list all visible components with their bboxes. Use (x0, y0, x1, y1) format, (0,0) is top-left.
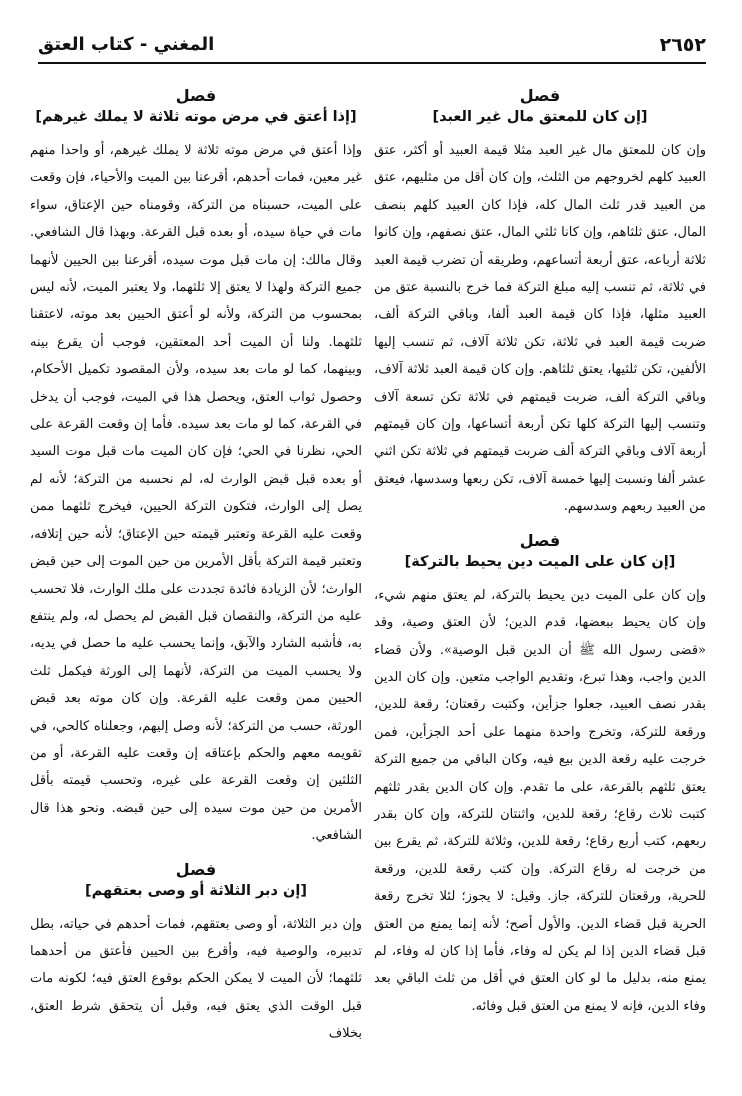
section-title: [إن كان للمعتق مال غير العبد] (432, 109, 648, 125)
page-number: ٢٦٥٢ (659, 34, 706, 56)
section-title: [إذا أعتق في مرض موته ثلاثة لا يملك غيرهم] (35, 109, 357, 125)
section-heading: فصل (175, 859, 217, 879)
section-title: [إن كان على الميت دين يحيط بالتركة] (404, 553, 676, 570)
left-column (30, 80, 362, 1080)
section-title: [إن دبر الثلاثة أو وصى بعتقهم] (85, 882, 307, 899)
section-body: وإن كان للمعتق مال غير العبد مثلا قيمة العبيد أو أكثر، عتق العبيد كلهم لخروجهم من الثلث، وإن كان أقل من مثليهم، عتق من العبيد قدر ثلث المال كله، فإذا كان العبيد كلهم بنصف المال، عتق ثلثاهم، وإن كانا ثلثي المال، عتق نصفهم، وإن كانوا ثلاثة أرباعه، عتق أربعة أتساعهم، وطريقه أن تضرب قيمة العبد في ثلاثة، ثم تنسب إليه مبلغ التركة فما خرج بالنسبة عتق من العبيد مثلها، فإذا كان قيمة العبد ألفا، وباقي التركة ألف، ضربت قيمة العبد في ثلاثة، تكن ثلاثة آلاف، ثم تنسب إليها الألفين، تكن ثلثيها، يعتق ثلثاهم. وإن كان قيمة العبد ثلاثة آلاف، وباقي التركة ألف، ضربت قيمتهم في ثلاثة تكن تسعة آلاف وتنسب إليها التركة كلها تكن أربعة أتساعها، وإن كان قيمتهم أربعة آلاف وباقي التركة ألف ضربت قيمتهم في ثلاثة تكن اثني عشر ألفا ونسبت إليها خمسة آلاف، تكن ربعها وسدسها، فيعتق من العبيد ربعهم وسدسهم. (374, 143, 706, 515)
section-body: وإن دبر الثلاثة، أو وصى بعتقهم، فمات أحدهم في حياته، بطل تدبيره، والوصية فيه، وأقرع بين الحيين فأعتق من أحدهما ثلثهما؛ لأن الميت لا يمكن الحكم بوقوع العتق فيه؛ لكونه مات قبل الوقت الذي يعتق فيه، وقبل أن يتحقق شرط العتق، بخلاف (30, 916, 362, 1042)
section-body: وإذا أعتق في مرض موته ثلاثة لا يملك غيرهم، أو واحدا منهم غير معين، فمات أحدهم، أقرعنا بين الميت والأحياء، فإن وقعت على الميت، حسبناه من التركة، وقومناه حين الإعتاق، سواء مات في حياة سيده، أو بعده قبل القرعة. وبهذا قال الشافعي. وقال مالك: إن مات قبل موت سيده، أقرعنا بين الحيين لأنهما جميع التركة ولهذا لا يعتق إلا ثلثهما، ولا يعتبر الميت، لأنه ليس بمحسوب من التركة، ولأنه لو أعتق الحيين بعد موته، لاعتقنا ثلثهما. ولنا أن الميت أحد المعتقين، فوجب أن يقرع بينه وبينهما، كما لو مات بعد سيده، ولأن المقصود تكميل الأحكام، وحصول ثواب العتق، ويحصل هذا في الميت، فوجب أن يدخل في القرعة، كما لو مات بعد سيده. فأما إن وقعت القرعة على الحي، نظرنا في الحي؛ فإن كان الميت مات قبل موت السيد أو بعده قبل قبض الوارث له، لم نحسبه من التركة؛ لأنه لم يصل إلى الوارث، فتكون التركة الحيين، فيخرج ثلثهما ممن وقعت عليه القرعة وتعتبر قيمته حين الإعتاق؛ لأنه حين إتلافه، وتعتبر قيمة التركة بأقل الأمرين من حين الموت إلى حين قبض الوارث؛ لأن الزيادة فائدة تجددت على ملك الوارث، فلا تحسب عليه من التركة، والنقصان قبل القبض لم يحصل له، ولم ينتفع به، فأشبه الشارد والآبق، وإنما يحسب عليه ما حصل في يديه، ولا يحسب الميت من التركة، لأنهما إلى الورثة فيكمل ثلث الحيين ممن وقعت عليه القرعة. وإن كان موته بعد قبض الورثة، حسب من التركة؛ لأنه وصل إليهم، وجعلناه كالحي، في تقويمه معهم والحكم بإعتاقه إن وقعت عليه القرعة، أو من الثلثين إن وقعت القرعة على غيره، وتحسب قيمته بأقل الأمرين من حين موت سيده إلى حين قبضه. ونحو هذا قال الشافعي. (30, 143, 362, 844)
section-heading: فصل (519, 86, 561, 105)
section-body: وإن كان على الميت دين يحيط بالتركة، لم يعتق منهم شيء، وإن كان يحيط ببعضها، قدم الدين؛ لأن العتق وصية، وقد «قضى رسول الله ﷺ أن الدين قبل الوصية». ولأن قضاء الدين واجب، وهذا تبرع، وتقديم الواجب متعين. وإن كان الدين بقدر نصف العبيد، جعلوا جزأين، وكتبت رقعتان؛ رقعة للدين، ورقعة للتركة، وتخرج واحدة منهما على أحد الجزأين، فمن خرجت عليه رقعة الدين بيع فيه، وكان الباقي من جميع التركة يعتق ثلثهم بالقرعة، على ما تقدم. وإن كان الدين بقدر ثلثهم كتبت ثلاث رقاع؛ رقعة للدين، واثنتان للتركة، وإن كان بقدر ربعهم، كتب أربع رقاع؛ رقعة للدين، وثلاثة للتركة، ثم يقرع بين من خرجت له رقاع التركة. وإن كتب رقعة للدين، ورقعة للحرية، ورقعتان للتركة، جاز. وقيل: لا يجوز؛ لئلا تخرج رقعة الحرية قبل قضاء الدين. والأول أصح؛ لأنه إنما يمنع من العتق قبل قضاء الدين إذا لم يكن له وفاء، فأما إذا كان له وفاء، لم يمنع منه، بدليل ما لو كان العتق في أقل من ثلث الباقي بعد وفاء الدين، فإنه لا يمنع من العتق قبل وفائه. (374, 587, 706, 1014)
running-title: المغني - كتاب العتق (38, 34, 215, 55)
right-column (374, 80, 706, 1080)
section-heading: فصل (175, 86, 217, 105)
section-heading: فصل (519, 530, 561, 550)
page-header (38, 32, 706, 64)
